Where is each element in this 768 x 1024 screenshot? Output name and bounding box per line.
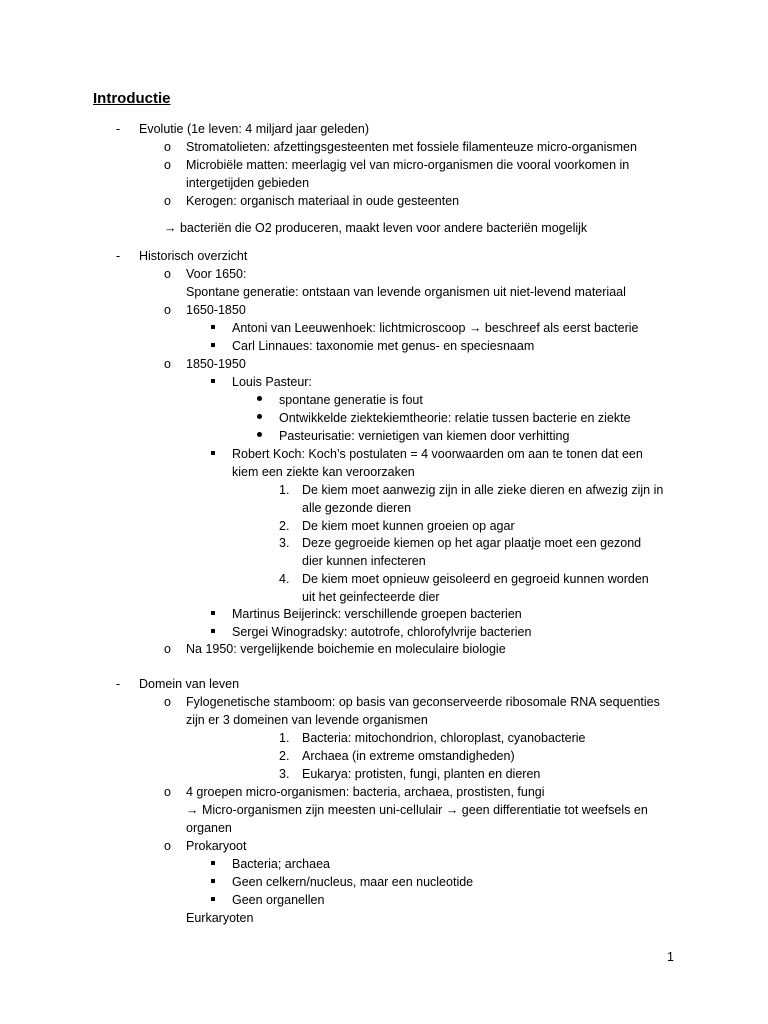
dash-bullet: - — [116, 677, 121, 691]
circle-bullet: o — [164, 140, 171, 154]
list-number: 2. — [279, 519, 290, 533]
list-item: Domein van leven — [139, 677, 240, 691]
circle-bullet: o — [164, 695, 171, 709]
list-item: Na 1950: vergelijkende boichemie en moleculaire biologie — [186, 642, 506, 656]
list-item: Martinus Beijerinck: verschillende groepen bacterien — [232, 607, 522, 621]
list-item: Fylogenetische stamboom: op basis van geconserveerde ribosomale RNA sequenties — [186, 695, 660, 709]
list-item: Deze gegroeide kiemen op het agar plaatje moet een gezond — [302, 536, 642, 550]
list-item: Carl Linnaues: taxonomie met genus- en speciesnaam — [232, 339, 535, 353]
list-item: Bacteria; archaea — [232, 857, 330, 871]
list-item: Evolutie (1e leven: 4 miljard jaar geleden) — [139, 122, 369, 136]
note-line: → bacteriën die O2 produceren, maakt leven voor andere bacteriën mogelijk — [164, 221, 588, 235]
list-item: 1850-1950 — [186, 357, 246, 371]
list-item: Archaea (in extreme omstandigheden) — [302, 749, 515, 763]
list-item-continuation: uit het geinfecteerde dier — [302, 590, 440, 604]
list-item: Bacteria: mitochondrion, chloroplast, cyanobacterie — [302, 731, 586, 745]
circle-bullet: o — [164, 839, 171, 853]
square-bullet — [211, 343, 215, 347]
square-bullet — [211, 861, 215, 865]
list-item: Eukarya: protisten, fungi, planten en dieren — [302, 767, 541, 781]
list-item: Robert Koch: Koch’s postulaten = 4 voorwaarden om aan te tonen dat een — [232, 447, 643, 461]
list-item: Antoni van Leeuwenhoek: lichtmicroscoop → beschreef als eerst bacterie — [232, 321, 639, 335]
list-item-continuation: Spontane generatie: ontstaan van levende organismen uit niet-levend materiaal — [186, 285, 626, 299]
circle-bullet: o — [164, 303, 171, 317]
list-item: Stromatolieten: afzettingsgesteenten met fossiele filamenteuze micro-organismen — [186, 140, 637, 154]
list-item-continuation: kiem een ziekte kan veroorzaken — [232, 465, 415, 479]
list-item: Voor 1650: — [186, 267, 247, 281]
list-item: De kiem moet aanwezig zijn in alle zieke dieren en afwezig zijn in — [302, 483, 664, 497]
square-bullet — [211, 879, 215, 883]
circle-bullet: o — [164, 194, 171, 208]
circle-bullet: o — [164, 357, 171, 371]
list-item: Pasteurisatie: vernietigen van kiemen door verhitting — [279, 429, 570, 443]
list-item: De kiem moet kunnen groeien op agar — [302, 519, 515, 533]
list-number: 2. — [279, 749, 290, 763]
circle-bullet: o — [164, 267, 171, 281]
list-item: Microbiële matten: meerlagig vel van micro-organismen die vooral voorkomen in — [186, 158, 630, 172]
list-item: spontane generatie is fout — [279, 393, 423, 407]
list-item-continuation: zijn er 3 domeinen van levende organismen — [186, 713, 428, 727]
list-item-continuation: Eurkaryoten — [186, 911, 254, 925]
list-number: 3. — [279, 767, 290, 781]
list-number: 1. — [279, 731, 290, 745]
square-bullet — [211, 897, 215, 901]
list-item-continuation: → Micro-organismen zijn meesten uni-cellulair → geen differentiatie tot weefsels en — [186, 803, 648, 817]
round-bullet — [257, 396, 262, 401]
square-bullet — [211, 325, 215, 329]
square-bullet — [211, 451, 215, 455]
list-item: Sergei Winogradsky: autotrofe, chlorofylvrije bacterien — [232, 625, 532, 639]
list-item: Prokaryoot — [186, 839, 247, 853]
square-bullet — [211, 379, 215, 383]
list-item: Ontwikkelde ziektekiemtheorie: relatie tussen bacterie en ziekte — [279, 411, 631, 425]
circle-bullet: o — [164, 785, 171, 799]
list-item-continuation: intergetijden gebieden — [186, 176, 310, 190]
list-item: Kerogen: organisch materiaal in oude gesteenten — [186, 194, 460, 208]
square-bullet — [211, 611, 215, 615]
list-item-continuation: organen — [186, 821, 232, 835]
page-title: Introductie — [93, 90, 171, 107]
list-item: 1650-1850 — [186, 303, 246, 317]
list-item: Historisch overzicht — [139, 249, 248, 263]
list-item-continuation: alle gezonde dieren — [302, 501, 412, 515]
list-item: Geen organellen — [232, 893, 325, 907]
circle-bullet: o — [164, 642, 171, 656]
list-item: Geen celkern/nucleus, maar een nucleotide — [232, 875, 474, 889]
list-item: De kiem moet opnieuw geisoleerd en gegroeid kunnen worden — [302, 572, 649, 586]
list-number: 1. — [279, 483, 290, 497]
list-item: Louis Pasteur: — [232, 375, 312, 389]
list-item-continuation: dier kunnen infecteren — [302, 554, 426, 568]
square-bullet — [211, 629, 215, 633]
dash-bullet: - — [116, 122, 121, 136]
list-number: 4. — [279, 572, 290, 586]
page-number: 1 — [667, 950, 674, 964]
list-number: 3. — [279, 536, 290, 550]
circle-bullet: o — [164, 158, 171, 172]
round-bullet — [257, 414, 262, 419]
round-bullet — [257, 432, 262, 437]
dash-bullet: - — [116, 249, 121, 263]
list-item: 4 groepen micro-organismen: bacteria, archaea, prostisten, fungi — [186, 785, 545, 799]
